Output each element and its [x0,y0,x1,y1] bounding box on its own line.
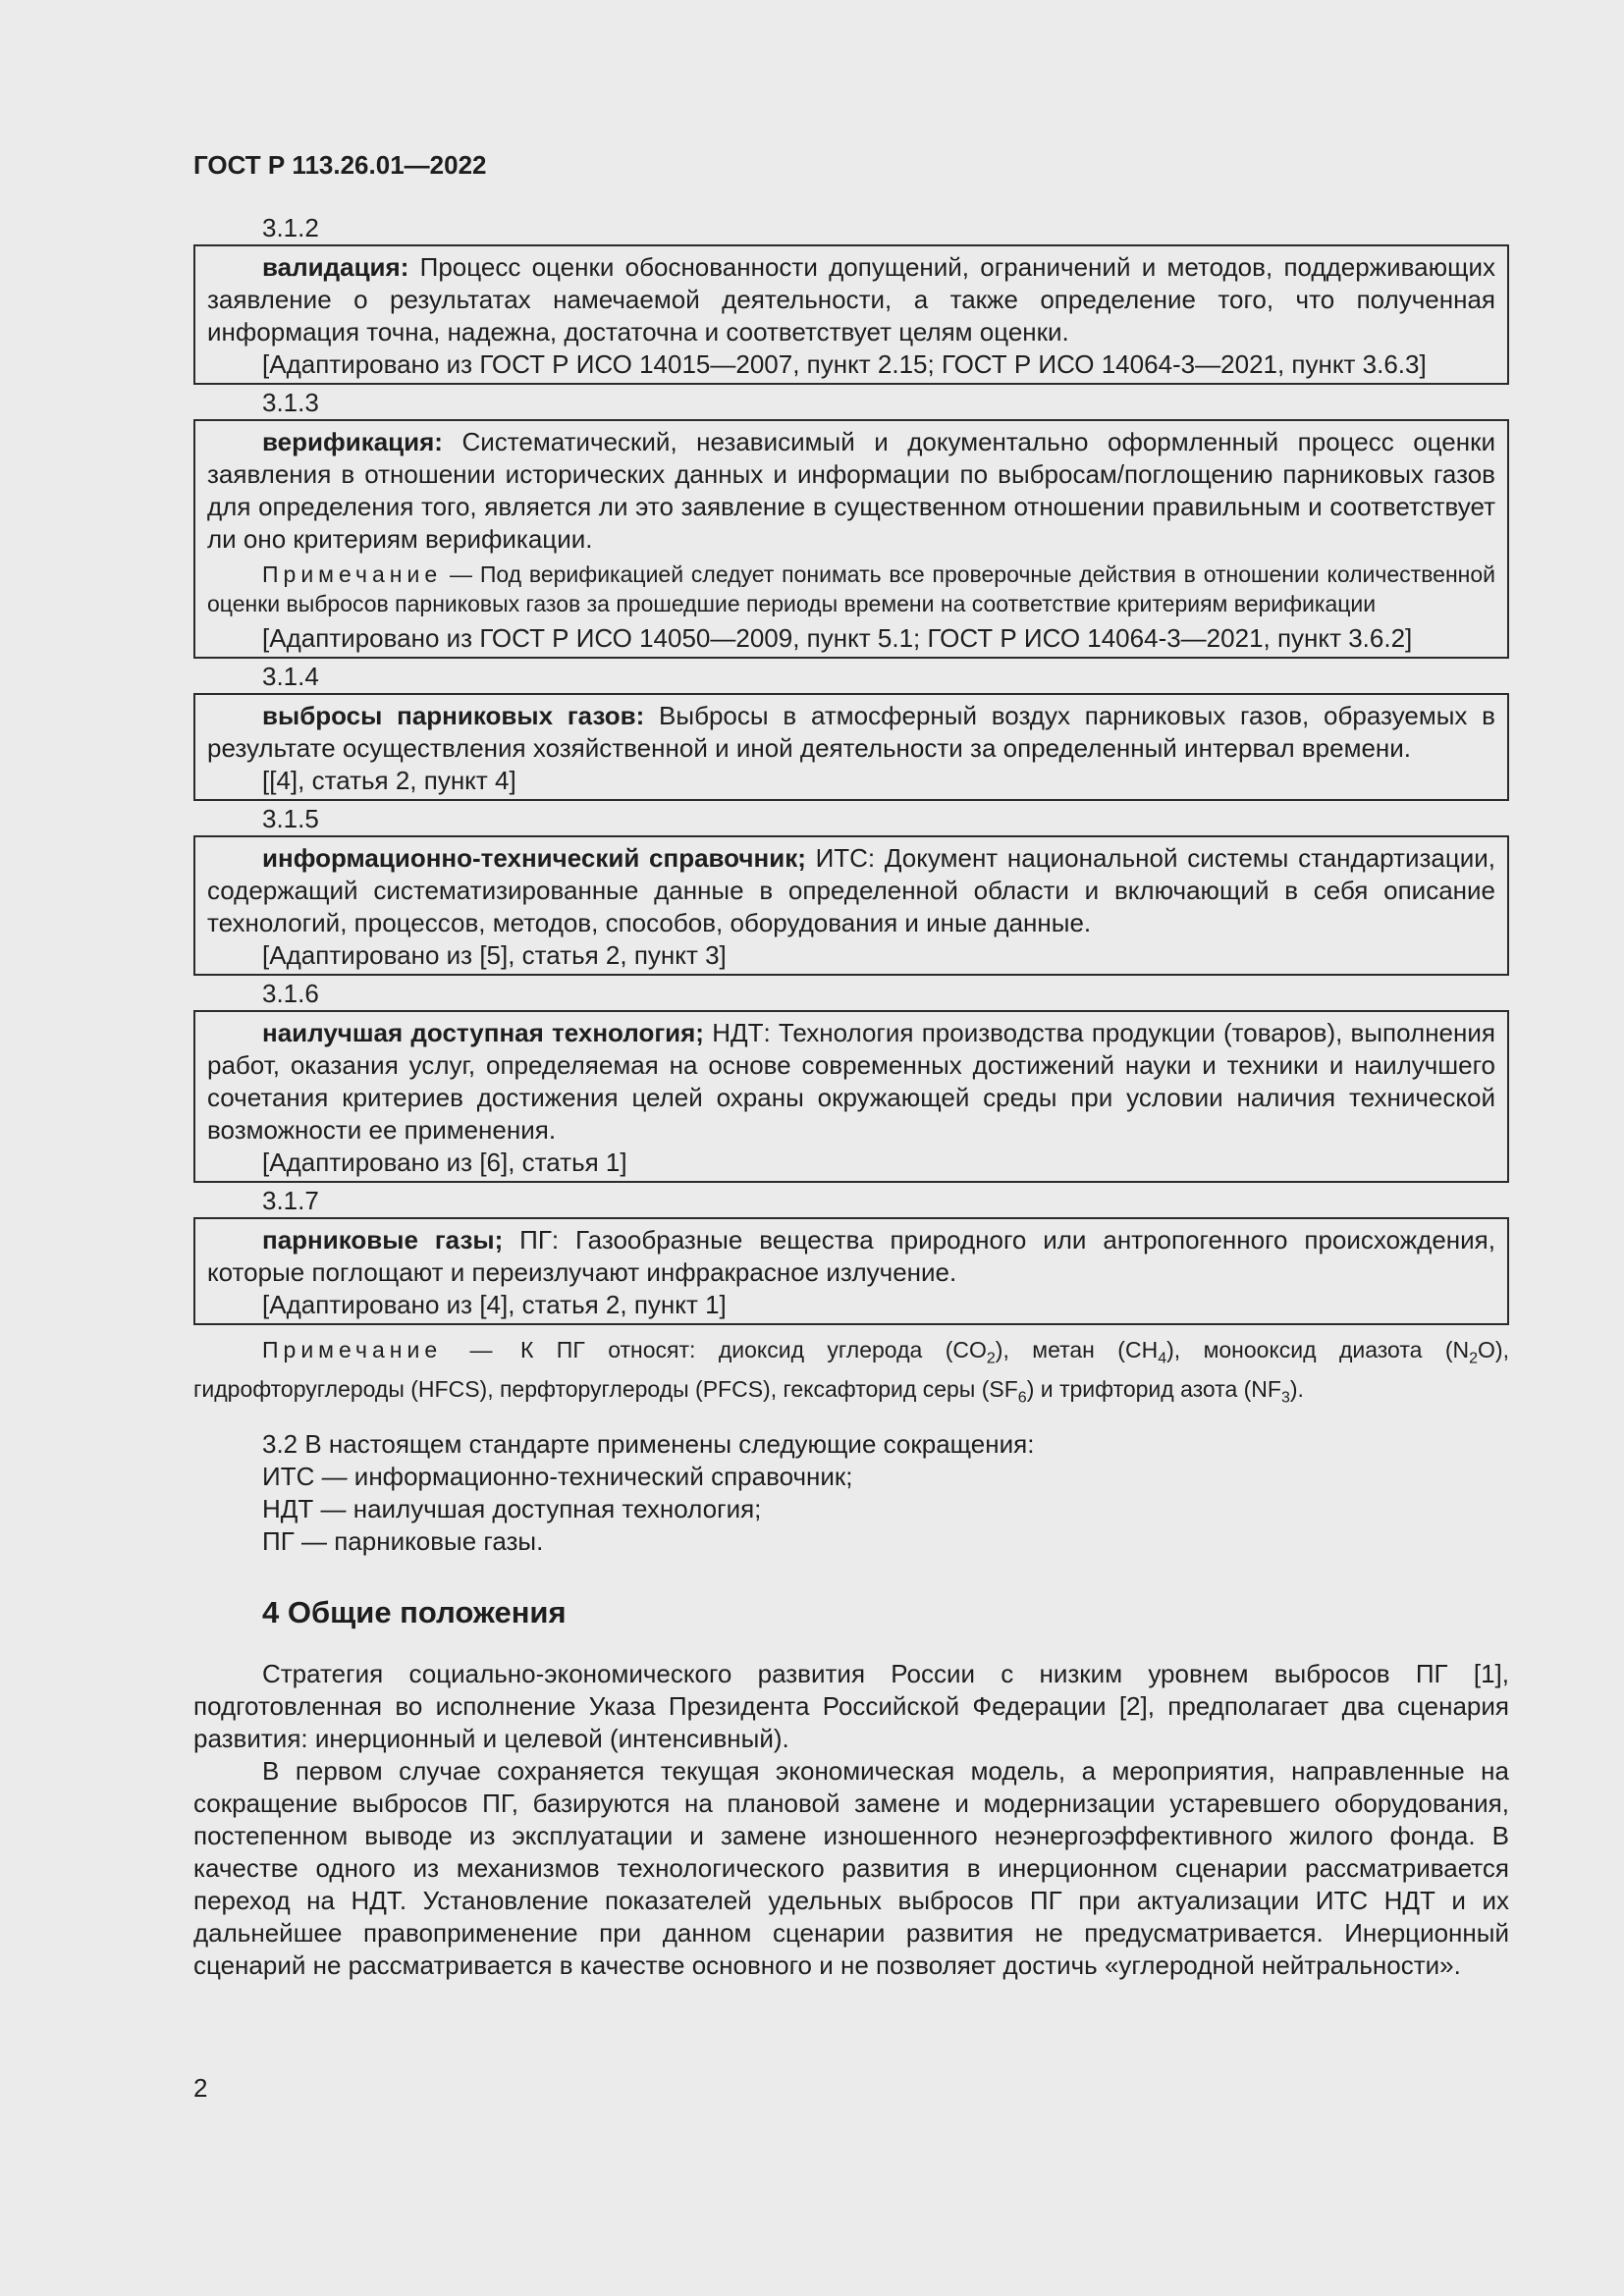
note-text: — Под верификацией следует понимать все проверочные действия в отношении количественной оценки выбросов парниковых газов за прошедшие периоды времени на соответствие критериям верификации [207,561,1495,616]
abbreviation-item: ИТС — информационно-технический справочник; [262,1462,853,1492]
abbreviation-item: ПГ — парниковые газы. [262,1526,544,1557]
note-label: Примечание — [262,1337,498,1362]
subscript: 3 [1280,1389,1290,1407]
term-source: [Адаптировано из ГОСТ Р ИСО 14015—2007, пункт 2.15; ГОСТ Р ИСО 14064-3—2021, пункт 3.6.3] [262,349,1427,379]
document-header: ГОСТ Р 113.26.01—2022 [193,150,487,180]
note-text: ). [1289,1375,1304,1402]
term-definition [207,426,1495,556]
term-box-validation [193,244,1509,385]
term-number: 3.1.2 [262,213,319,242]
subscript: 4 [1158,1350,1167,1367]
term-number: 3.1.7 [262,1186,319,1215]
term-definition [207,700,1495,765]
gas-note [193,1335,1509,1413]
term-text: НДТ: Технология производства продукции (товаров), выполнения работ, оказания услуг, определяемая на основе современных достижений науки и техники и наилучшего сочетания критериев достижения целей охраны окружающей среды при условии наличия технической возможности ее применения. [207,1018,1495,1145]
section-paragraph: Стратегия социально-экономического развития России с низким уровнем выбросов ПГ [1], подготовленная во исполнение Указа Президента Российской Федерации [2], предполагает два сценария развития: инерционный и целевой (интенсивный). [193,1659,1509,1754]
term-number: 3.1.6 [262,979,319,1008]
note-text: ) и трифторид азота (NF [1026,1375,1281,1402]
note-text: К ПГ относят: диоксид углерода (CO [497,1337,987,1362]
subscript: 2 [986,1350,996,1367]
term-name: парниковые газы; [262,1225,504,1255]
abbreviation-item: НДТ — наилучшая доступная технология; [262,1494,762,1524]
term-definition [207,842,1495,939]
note-text: ), метан (CH [995,1337,1159,1362]
page-number: 2 [193,2073,208,2103]
subscript: 6 [1017,1389,1027,1407]
term-text: ИТС: Документ национальной системы стандартизации, содержащий систематизированные данные в определенной области и включающий в себя описание технологий, процессов, методов, способов, оборудования и иные данные. [207,843,1496,937]
note-text: O), гидрофторуглероды (HFCS), перфторуглероды (PFCS), гексафторид серы (SF [193,1337,1509,1402]
term-definition [207,1017,1495,1147]
note-text: ), монооксид диазота (N [1166,1337,1470,1362]
section-paragraph: В первом случае сохраняется текущая экономическая модель, а мероприятия, направленные на сокращение выбросов ПГ, базируются на плановой замене и модернизации устаревшего оборудования, постепенном выводе из эксплуатации и замене изношенного неэнергоэффективного жилого фонда. В качестве одного из механизмов технологического развития в инерционном сценарии рассматривается переход на НДТ. Установление показателей удельных выбросов ПГ при актуализации ИТС НДТ и их дальнейшее правоприменение при данном сценарии развития не предусматривается. Инерционный сценарий не рассматривается в качестве основного и не позволяет достичь «углеродной нейтральности». [193,1756,1509,1981]
term-text: ПГ: Газообразные вещества природного или антропогенного происхождения, которые поглощают и переизлучают инфракрасное излучение. [207,1225,1495,1287]
term-source: [Адаптировано из ГОСТ Р ИСО 14050—2009, пункт 5.1; ГОСТ Р ИСО 14064-3—2021, пункт 3.6.2] [262,623,1413,653]
term-box-verification [193,419,1509,659]
term-box-ghg-emissions [193,693,1509,801]
term-name: информационно-технический справочник; [262,843,806,873]
term-definition [207,251,1495,348]
term-number: 3.1.3 [262,388,319,417]
term-number: 3.1.4 [262,662,319,691]
term-name: валидация: [262,252,409,282]
abbreviations-intro: 3.2 В настоящем стандарте применены следующие сокращения: [262,1429,1035,1460]
term-text: Процесс оценки обоснованности допущений, ограничений и методов, поддерживающих заявление о результатах намечаемой деятельности, а также определение того, что полученная информация точна, надежна, достаточна и соответствует целям оценки. [207,252,1495,347]
term-source: [Адаптировано из [5], статья 2, пункт 3] [262,940,727,970]
term-box-its [193,835,1509,976]
document-page [193,147,1509,1982]
term-box-bat [193,1010,1509,1183]
term-note [207,560,1495,618]
term-box-ghg [193,1217,1509,1325]
term-definition [207,1224,1495,1289]
term-name: верификация: [262,427,443,456]
subscript: 2 [1469,1350,1479,1367]
term-source: [[4], статья 2, пункт 4] [262,766,516,795]
term-number: 3.1.5 [262,804,319,833]
note-label: Примечание [262,561,443,587]
term-source: [Адаптировано из [6], статья 1] [262,1148,627,1177]
term-source: [Адаптировано из [4], статья 2, пункт 1] [262,1290,727,1319]
term-name: наилучшая доступная технология; [262,1018,704,1047]
section-title: 4 Общие положения [262,1595,567,1630]
term-text: Выбросы в атмосферный воздух парниковых газов, образуемых в результате осуществления хозяйственной и иной деятельности за определенный интервал времени. [207,701,1495,763]
term-text: Систематический, независимый и документально оформленный процесс оценки заявления в отношении исторических данных и информации по выбросам/поглощению парниковых газов для определения того, является ли это заявление в существенном отношении правильным и соответствует ли оно критериям верификации. [207,427,1495,554]
term-name: выбросы парниковых газов: [262,701,645,730]
